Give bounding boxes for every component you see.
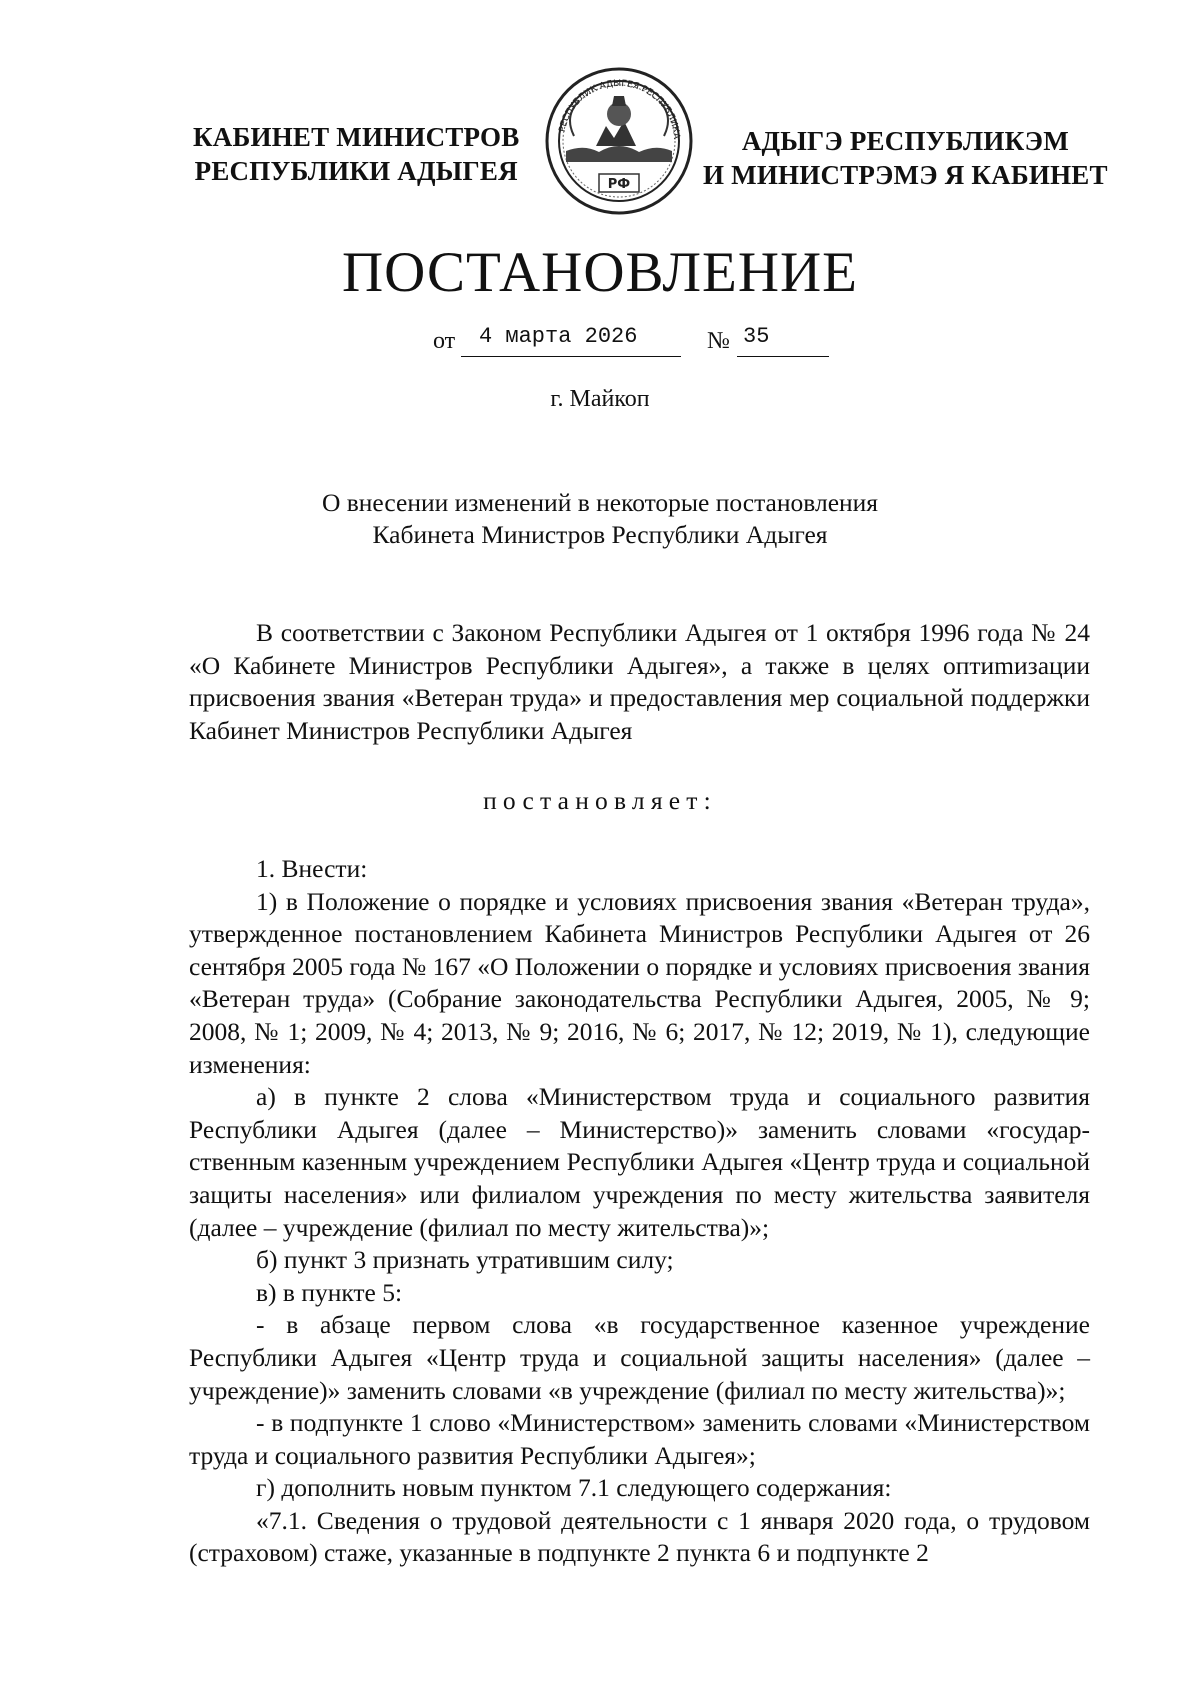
emblem-letters: РФ <box>607 177 631 192</box>
paragraph: - в подпункте 1 слово «Министерством» заменить словами «Министерством труда и социального развития Республики Адыгея»; <box>189 1408 1090 1470</box>
paragraph: в) в пункте 5: <box>256 1277 403 1307</box>
header-right-line1: АДЫГЭ РЕСПУБЛИКЭМ <box>741 126 1069 156</box>
header-right <box>703 124 1108 192</box>
paragraph: - в абзаце первом слова «в государственное казенное учреждение Республики Адыгея «Центр труда и социальной защиты населения» (далее – учреждение)» заменить словами «в учреждение (филиал по месту жительства)»; <box>189 1310 1090 1405</box>
decree-word: постановляет: <box>483 786 717 815</box>
subject-line2: Кабинета Министров Республики Адыгея <box>372 520 828 549</box>
document-city: г. Майкоп <box>550 386 650 412</box>
paragraph: б) пункт 3 признать утратившим силу; <box>256 1245 674 1275</box>
header-left-line1: КАБИНЕТ МИНИСТРОВ <box>193 122 520 152</box>
paragraph: «7.1. Сведения о трудовой деятельности с 1 января 2020 года, о трудовом (страховом) стаже, указанные в подпункте 2 пункта 6 и подпункте 2 <box>189 1505 1090 1568</box>
preamble-paragraph: В соответствии с Законом Республики Адыгея от 1 октября 1996 года № 24 «О Кабинете Министров Республики Адыгея», а также в целях оптиmизации присвоения звания «Ветеран труда» и предоставления мер социальной поддержки Кабинет Министров Республики Адыгея <box>189 618 1090 745</box>
document-date: 4 марта 2026 <box>479 324 638 349</box>
document-subject <box>0 487 1200 551</box>
header-left-line2: РЕСПУБЛИКИ АДЫГЕЯ <box>194 156 518 186</box>
header-left <box>193 120 519 188</box>
paragraph: а) в пункте 2 слова «Министерством труда и социального развития Республики Адыгея (далее – Министерство)» заменить словами «государственным казенным учреждением Республики Адыгея «Центр труда и социальной защиты населения» или филиалом учреждения по месту жительства заявителя (далее – учреждение (филиал по месту жительства)»; <box>189 1082 1090 1242</box>
number-prefix: № <box>707 328 730 354</box>
number-underline <box>737 356 829 357</box>
emblem-ring-text: РЕСПУБЛИК АДЫГЕЯ РЕСПУБЛИКА <box>557 78 682 140</box>
date-underline <box>461 356 681 357</box>
header-right-line2: И МИНИСТРЭМЭ Я КАБИНЕТ <box>703 160 1108 190</box>
document-number: 35 <box>743 324 770 349</box>
paragraph: 1) в Положение о порядке и условиях присвоения звания «Ветеран труда», утвержденное постановлением Кабинета Министров Республики Адыгея от 26 сентября 2005 года № 167 «О Положении о порядке и условиях присвоения звания «Ветеран труда» (Собрание законодательства Республики Адыгея, 2005, № 9; 2008, № 1; 2009, № 4; 2013, № 9; 2016, № 6; 2017, № 12; 2019, № 1), следующие изменения: <box>189 886 1090 1079</box>
coat-of-arms-emblem <box>544 66 694 216</box>
paragraph: г) дополнить новым пунктом 7.1 следующего содержания: <box>256 1473 892 1503</box>
paragraph: 1. Внести: <box>256 854 368 883</box>
body-paragraphs <box>189 853 1090 1570</box>
document-title: ПОСТАНОВЛЕНИЕ <box>342 241 858 304</box>
date-prefix: от <box>433 328 456 354</box>
subject-line1: О внесении изменений в некоторые постановления <box>321 488 879 517</box>
preamble-block <box>189 617 1090 747</box>
